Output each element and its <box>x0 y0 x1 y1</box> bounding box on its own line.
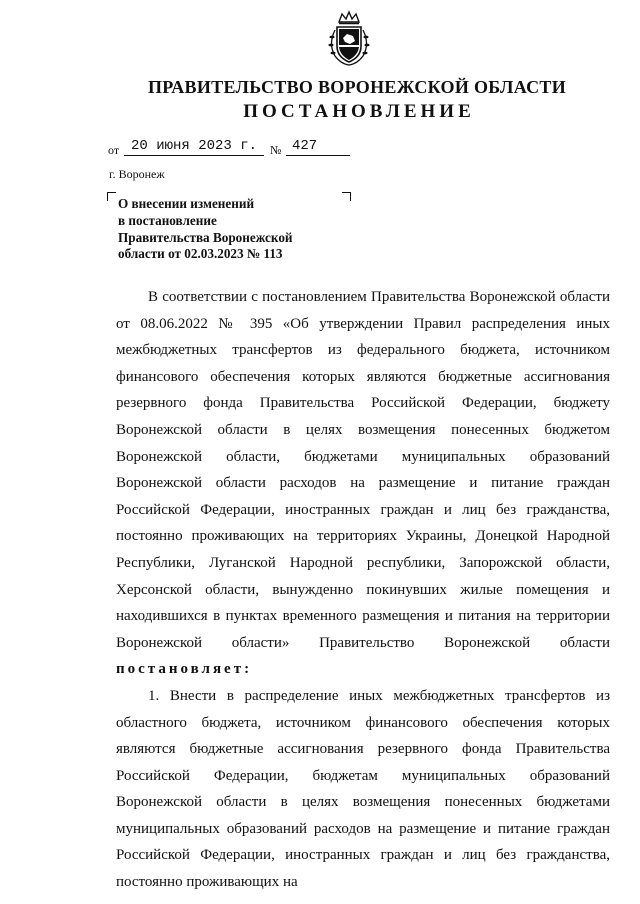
date-value: 20 июня 2023 г. <box>124 137 264 156</box>
clause-paragraph: 1. Внести в распределение иных межбюджетных трансфертов из областного бюджета, источником финансового обеспечения которых являются бюджетные ассигнования резервного фонда Правительства Российской Федерации, бюджетам муниципальных образований Воронежской области в целях возмещения понесенных бюджетами муниципальных образований расходов на размещение и питание граждан Российской Федерации, иностранных граждан и лиц без гражданства, постоянно проживающих на <box>116 687 610 891</box>
subject-line: области от 02.03.2023 № 113 <box>118 246 283 262</box>
city: г. Воронеж <box>109 167 165 181</box>
subject-line: Правительства Воронежской <box>118 229 293 245</box>
document-type: ПОСТАНОВЛЕНИЕ <box>243 101 475 122</box>
number-value: 427 <box>286 137 350 156</box>
number-prefix: № <box>270 143 282 157</box>
coat-of-arms-icon <box>327 10 371 68</box>
subject-line: в постановление <box>118 212 217 228</box>
subject-line: О внесении изменений <box>118 196 255 211</box>
decree-colon: : <box>244 661 250 678</box>
document-body <box>116 284 610 896</box>
government-title: ПРАВИТЕЛЬСТВО ВОРОНЕЖСКОЙ ОБЛАСТИ <box>147 77 567 97</box>
subject-corner-left <box>107 192 116 201</box>
date-prefix: от <box>108 143 120 157</box>
decree-word: постановляет <box>116 661 245 678</box>
date-number-row <box>108 138 368 158</box>
preamble-paragraph <box>116 284 610 683</box>
preamble-text: В соответствии с постановлением Правительства Воронежской области от 08.06.2022 № 395 «Об утверждении Правил распределения иных межбюджетных трансфертов из федерального бюджета, источником финансового обеспечения которых являются бюджетные ассигнования резервного фонда Правительства Российской Федерации, бюджету Воронежской области в целях возмещения понесенных бюджетом Воронежской области, бюджетами муниципальных образований Воронежской области расходов на размещение и питание граждан Российской Федерации, иностранных граждан и лиц без гражданства, постоянно проживающих на территориях Украины, Донецкой Народной Республики, Луганской Народной республики, Запорожской области, Херсонской области, вынужденно покинувших жилые помещения и находившихся в пунктах временного размещения и питания на территории Воронежской области» Правительство Воронежской области <box>116 289 610 651</box>
document-subject <box>118 196 348 263</box>
